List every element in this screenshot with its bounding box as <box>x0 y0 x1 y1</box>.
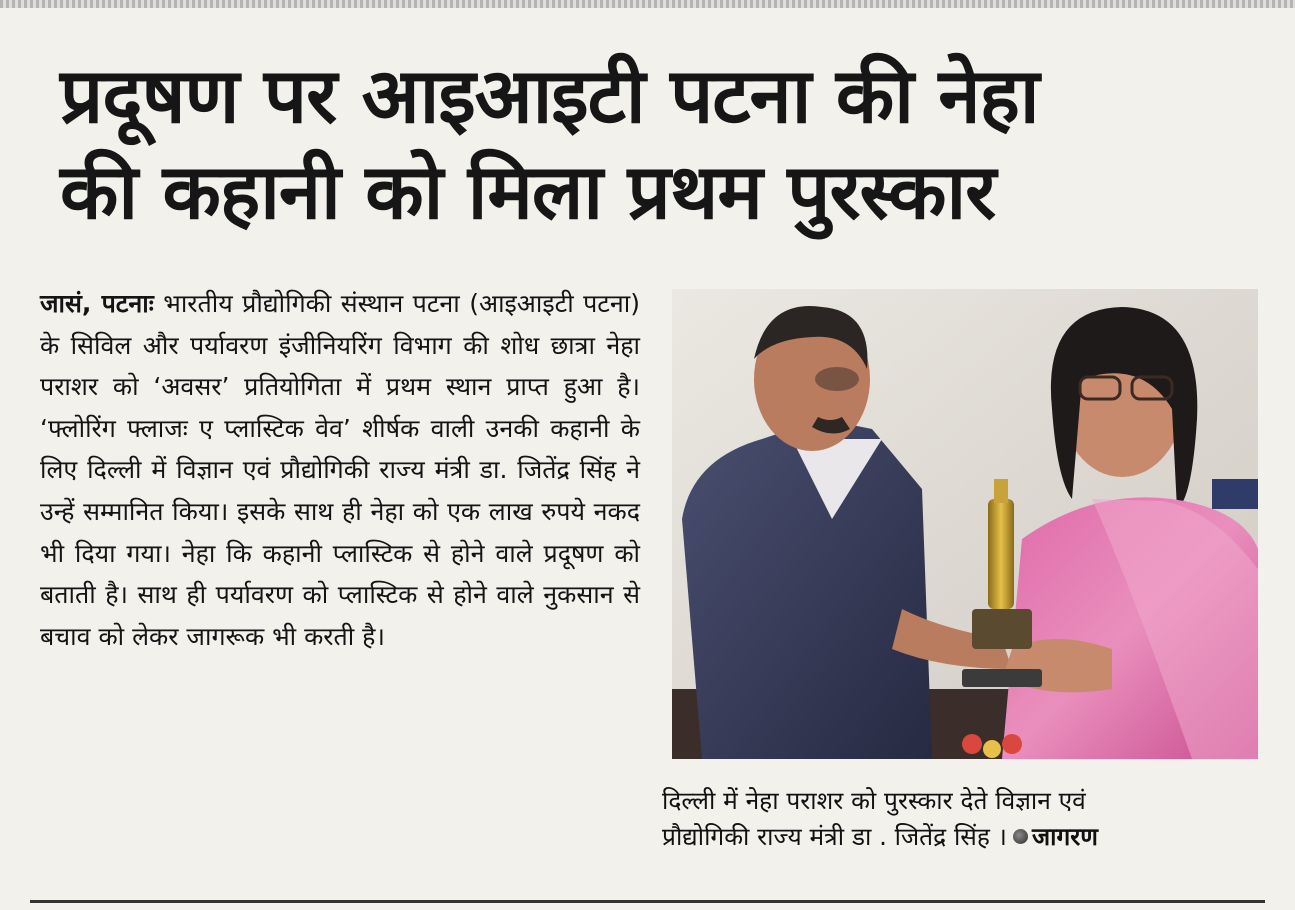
caption-line-2 <box>662 819 1282 855</box>
source-credit: जागरण <box>1031 822 1098 851</box>
bullet-icon <box>1013 829 1028 844</box>
headline-line-2: की कहानी को मिला प्रथम पुरस्कार <box>60 147 996 236</box>
photo-caption <box>662 783 1282 855</box>
award-ceremony-photo <box>672 289 1258 759</box>
dateline: जासं, पटनाः <box>40 289 154 318</box>
headline <box>60 48 1240 240</box>
news-photo <box>672 289 1258 759</box>
caption-line-2-text: प्रौद्योगिकी राज्य मंत्री डा . जितेंद्र सिंह । <box>662 822 1007 851</box>
bottom-column-rule <box>30 900 1265 903</box>
story-text: भारतीय प्रौद्योगिकी संस्थान पटना (आइआइटी पटना) के सिविल और पर्यावरण इंजीनियरिंग विभाग की शोध छात्रा नेहा पराशर को ‘अवसर’ प्रतियोगिता में प्रथम स्थान प्राप्त हुआ है। ‘फ्लोरिंग फ्लाजः ए प्लास्टिक वेव’ शीर्षक वाली उनकी कहानी के लिए दिल्ली में विज्ञान एवं प्रौद्योगिकी राज्य मंत्री डा. जितेंद्र सिंह ने उन्हें सम्मानित किया। इसके साथ ही नेहा को एक लाख रुपये नकद भी दिया गया। नेहा कि कहानी प्लास्टिक से होने वाले प्रदूषण को बताती है। साथ ही पर्यावरण को प्लास्टिक से होने वाले नुकसान से बचाव को लेकर जागरूक भी करती है। <box>40 289 641 651</box>
top-print-rule <box>0 0 1295 8</box>
headline-line-1: प्रदूषण पर आइआइटी पटना की नेहा <box>60 51 1039 140</box>
story-body <box>40 283 640 657</box>
caption-line-1: दिल्ली में नेहा पराशर को पुरस्कार देते विज्ञान एवं <box>662 786 1086 815</box>
